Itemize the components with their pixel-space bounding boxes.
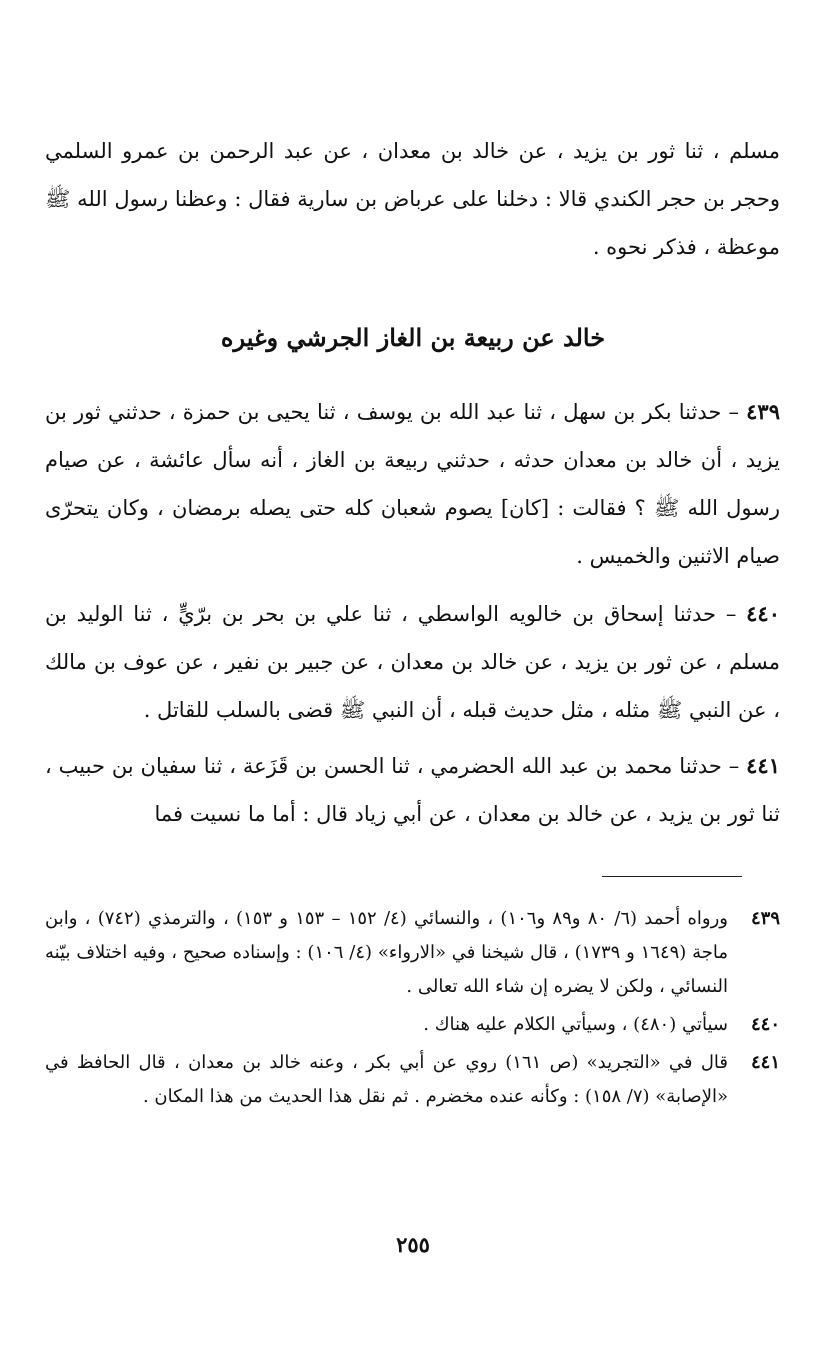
footnotes	[45, 902, 780, 1118]
intro-paragraph	[45, 127, 780, 271]
hadith-number: ٤٤٠	[746, 601, 780, 626]
hadith-text: – حدثنا إسحاق بن خالويه الواسطي ، ثنا علي بن بحر بن برّيٍّ ، ثنا الوليد بن مسلم ، عن ثور بن يزيد ، عن خالد بن معدان ، عن جبير بن نفير ، عن عوف بن مالك ، عن النبي ﷺ مثله ، مثل حديث قبله ، أن النبي ﷺ قضى بالسلب للقاتل .	[45, 602, 780, 722]
page-number: ٢٥٥	[396, 1232, 430, 1257]
section-heading: خالد عن ربيعة بن الغاز الجرشي وغيره	[220, 323, 606, 352]
footnote-text: سيأتي (٤٨٠) ، وسيأتي الكلام عليه هناك .	[423, 1014, 728, 1035]
footnote-text: ورواه أحمد (٦/ ٨٠ و٨٩ و١٠٦) ، والنسائي (٤/ ١٥٢ – ١٥٣ و ١٥٣) ، والترمذي (٧٤٢) ، وابن ماجة (١٦٤٩ و ١٧٣٩) ، قال شيخنا في «الارواء» (٤/ ١٠٦) : وإسناده صحيح ، وفيه اختلاف بيّنه النسائي ، ولكن لا يضره إن شاء الله تعالى .	[45, 908, 729, 997]
footnote-text: قال في «التجريد» (ص ١٦١) روي عن أبي بكر ، وعنه خالد بن معدان ، قال الحافظ في «الإصابة» (٧/ ١٥٨) : وكأنه عنده مخضرم . ثم نقل هذا الحديث من هذا المكان .	[45, 1052, 728, 1107]
hadith-paragraph-439	[45, 388, 780, 580]
footnote-item	[45, 902, 780, 1004]
footnote-item	[45, 1046, 780, 1114]
footnote-number: ٤٤٠	[750, 1014, 780, 1035]
hadith-paragraph-441	[45, 742, 780, 838]
hadith-text: – حدثنا بكر بن سهل ، ثنا عبد الله بن يوسف ، ثنا يحيى بن حمزة ، حدثني ثور بن يزيد ، أن خالد بن معدان حدثه ، حدثني ربيعة بن الغاز ، أنه سأل عائشة ، عن صيام رسول الله ﷺ ؟ فقالت : [كان] يصوم شعبان كله حتى يصله برمضان ، وكان يتحرّى صيام الاثنين والخميس .	[45, 400, 780, 568]
hadith-number: ٤٤١	[746, 753, 780, 778]
footnote-number: ٤٤١	[750, 1052, 780, 1073]
intro-text: مسلم ، ثنا ثور بن يزيد ، عن خالد بن معدان ، عن عبد الرحمن بن عمرو السلمي وحجر بن حجر الكندي قالا : دخلنا على عرباض بن سارية فقال : وعظنا رسول الله ﷺ موعظة ، فذكر نحوه .	[45, 139, 780, 259]
footnote-separator	[602, 876, 742, 877]
footnote-item	[45, 1008, 780, 1042]
hadith-number: ٤٣٩	[746, 399, 780, 424]
hadith-paragraph-440	[45, 590, 780, 734]
hadith-text: – حدثنا محمد بن عبد الله الحضرمي ، ثنا الحسن بن قَزَعة ، ثنا سفيان بن حبيب ، ثنا ثور بن يزيد ، عن خالد بن معدان ، عن أبي زياد قال : أما ما نسيت فما	[45, 754, 780, 826]
footnote-number: ٤٣٩	[750, 908, 780, 929]
